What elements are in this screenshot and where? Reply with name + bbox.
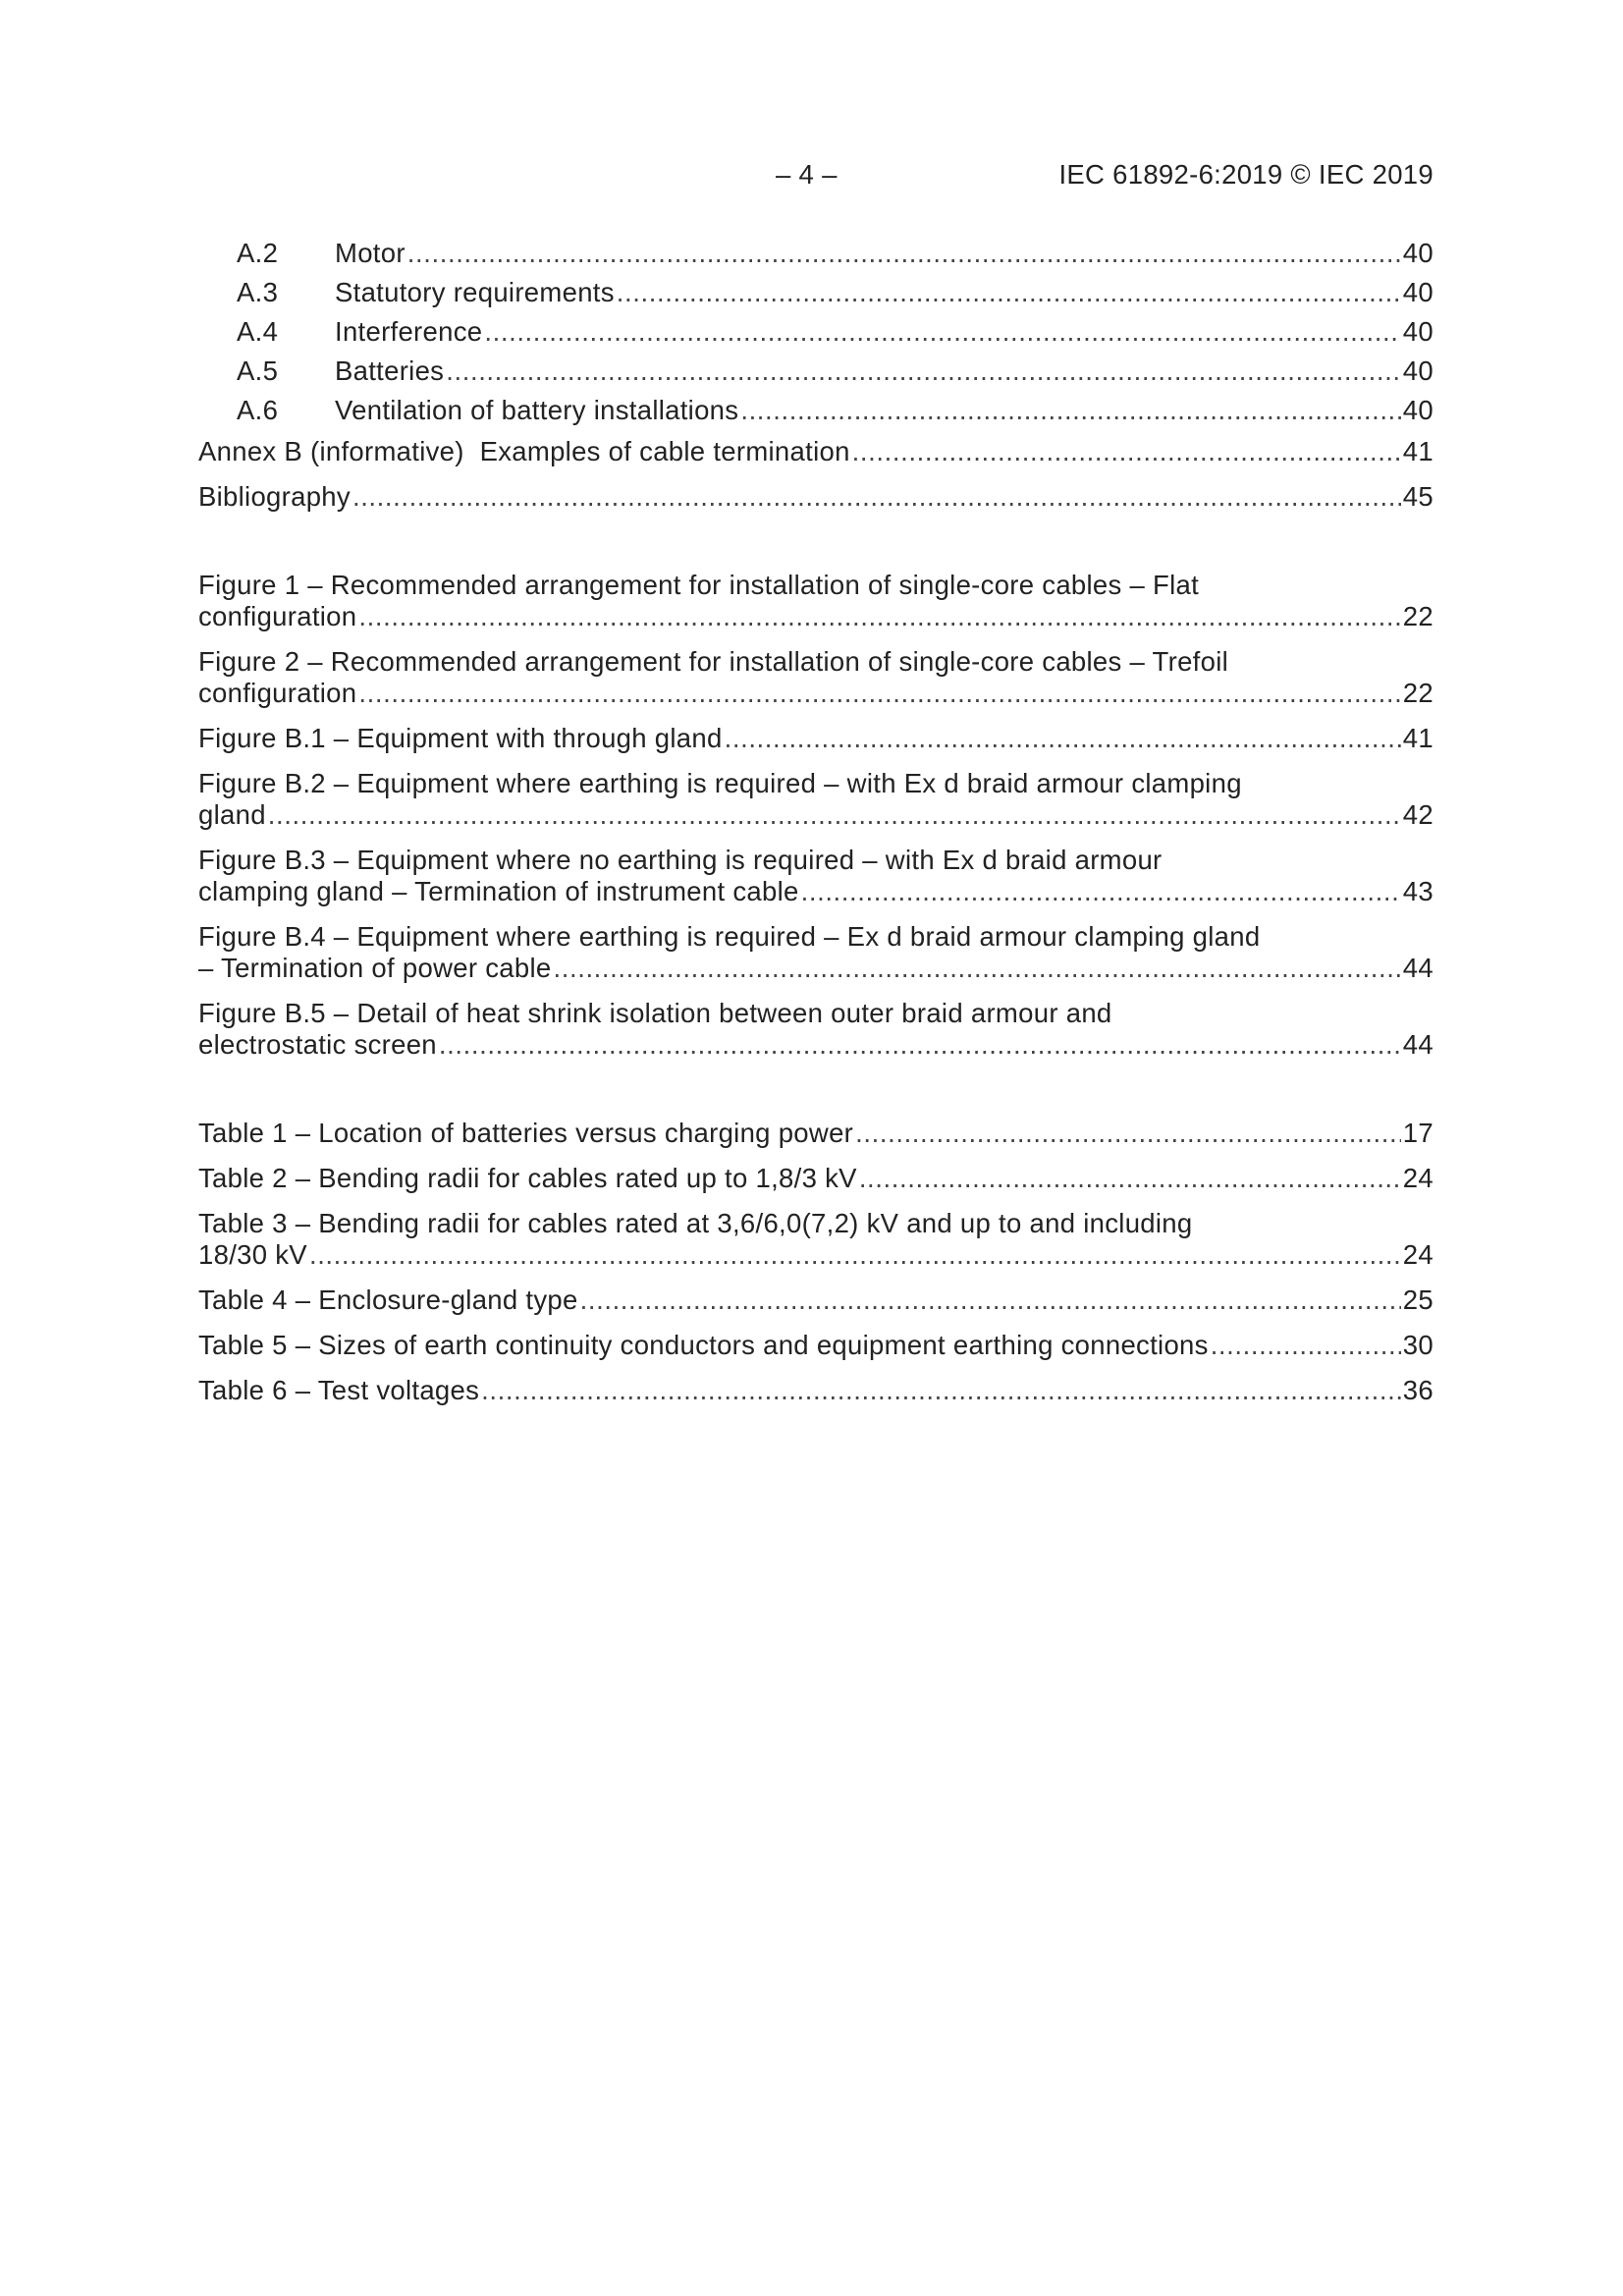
- dot-leader: [580, 1285, 1401, 1316]
- toc-entry-page: 40: [1402, 395, 1434, 425]
- toc-entry-number: A.4: [237, 316, 279, 347]
- figure-entry-page: 22: [1402, 601, 1434, 631]
- toc-entry[interactable]: [198, 273, 1434, 312]
- dot-leader: [740, 391, 1400, 430]
- table-entry-page: 25: [1402, 1285, 1434, 1315]
- toc-entry-number: A.6: [237, 395, 279, 425]
- table-entry[interactable]: [198, 1285, 1434, 1316]
- figure-entry[interactable]: [198, 646, 1434, 709]
- figure-entry-title: Figure 2 – Recommended arrangement for installation of single-core cables – Trefoil: [198, 646, 1229, 677]
- toc-entry[interactable]: [198, 391, 1434, 430]
- list-of-tables: [198, 1118, 1434, 1406]
- figure-entry-title: Figure B.3 – Equipment where no earthing is required – with Ex d braid armour: [198, 845, 1163, 875]
- figure-entry[interactable]: [198, 768, 1434, 831]
- figure-entry-page: 44: [1402, 1029, 1434, 1060]
- figure-entry-title: Figure B.1 – Equipment with through gland: [198, 723, 723, 753]
- figure-entry[interactable]: [198, 723, 1434, 754]
- dot-leader: [484, 312, 1400, 352]
- table-entry-page: 24: [1402, 1239, 1434, 1270]
- table-entry[interactable]: [198, 1118, 1434, 1149]
- toc-entry-page: 40: [1402, 316, 1434, 347]
- toc-entry-bibliography[interactable]: [198, 477, 1434, 517]
- table-entry-title: Table 3 – Bending radii for cables rated at 3,6/6,0(7,2) kV and up to and including: [198, 1208, 1193, 1238]
- toc-entry-title: Batteries: [335, 355, 445, 386]
- figure-entry-title-cont: gland: [198, 799, 266, 830]
- figure-entry[interactable]: [198, 845, 1434, 907]
- toc-entry-page: 40: [1402, 277, 1434, 307]
- dot-leader: [268, 799, 1401, 831]
- figure-entry-page: 41: [1402, 723, 1434, 753]
- figure-entry-title-cont: electrostatic screen: [198, 1029, 437, 1060]
- figure-entry-title-cont: – Termination of power cable: [198, 953, 552, 983]
- figure-entry-title: Figure B.4 – Equipment where earthing is required – Ex d braid armour clamping gland: [198, 921, 1261, 952]
- table-entry-title: Table 5 – Sizes of earth continuity conductors and equipment earthing connections: [198, 1330, 1209, 1360]
- dot-leader: [855, 1118, 1401, 1149]
- dot-leader: [309, 1239, 1401, 1271]
- figure-entry-page: 43: [1402, 876, 1434, 906]
- dot-leader: [553, 953, 1400, 984]
- toc-entry-page: 40: [1402, 355, 1434, 386]
- page-header-standard: IEC 61892-6:2019 © IEC 2019: [1058, 159, 1434, 190]
- toc-entry[interactable]: [198, 312, 1434, 352]
- table-entry-page: 17: [1402, 1118, 1434, 1148]
- dot-leader: [725, 723, 1401, 754]
- figure-entry-title: Figure 1 – Recommended arrangement for installation of single-core cables – Flat: [198, 570, 1200, 600]
- dot-leader: [358, 601, 1400, 632]
- dot-leader: [446, 352, 1401, 391]
- figure-entry[interactable]: [198, 921, 1434, 984]
- toc-entry-page: 45: [1402, 481, 1434, 512]
- dot-leader: [859, 1163, 1401, 1194]
- table-entry-title: Table 4 – Enclosure-gland type: [198, 1285, 578, 1315]
- figure-entry-title: Figure B.2 – Equipment where earthing is required – with Ex d braid armour clamping: [198, 768, 1242, 798]
- table-entry[interactable]: [198, 1330, 1434, 1361]
- dot-leader: [407, 234, 1401, 273]
- page-header-number: – 4 –: [776, 159, 838, 190]
- toc-entry-annex-b[interactable]: [198, 432, 1434, 471]
- dot-leader: [1211, 1330, 1401, 1361]
- table-entry-page: 30: [1402, 1330, 1434, 1360]
- table-entry-title-cont: 18/30 kV: [198, 1239, 307, 1270]
- figure-entry[interactable]: [198, 998, 1434, 1061]
- table-entry[interactable]: [198, 1163, 1434, 1194]
- toc-entry[interactable]: [198, 234, 1434, 273]
- dot-leader: [801, 876, 1401, 907]
- toc-entry-page: 40: [1402, 238, 1434, 268]
- figure-entry-page: 42: [1402, 799, 1434, 830]
- table-entry-title: Table 2 – Bending radii for cables rated up to 1,8/3 kV: [198, 1163, 857, 1193]
- toc-entry-title: Bibliography: [198, 481, 351, 512]
- toc-entry[interactable]: [198, 352, 1434, 391]
- table-entry-page: 36: [1402, 1375, 1434, 1405]
- table-entry[interactable]: [198, 1375, 1434, 1406]
- toc-entry-title: Statutory requirements: [335, 277, 615, 307]
- toc-entry-number: A.3: [237, 277, 279, 307]
- toc-entry-number: A.5: [237, 355, 279, 386]
- figure-entry-title-cont: configuration: [198, 601, 357, 631]
- figure-entry-page: 22: [1402, 678, 1434, 708]
- toc-entry-page: 41: [1402, 436, 1434, 466]
- toc-contents: [198, 234, 1434, 517]
- table-entry-title: Table 1 – Location of batteries versus charging power: [198, 1118, 854, 1148]
- toc-entry-title: Annex B (informative) Examples of cable termination: [198, 436, 850, 466]
- dot-leader: [617, 273, 1401, 312]
- table-entry-title: Table 6 – Test voltages: [198, 1375, 480, 1405]
- figure-entry-title-cont: clamping gland – Termination of instrument cable: [198, 876, 799, 906]
- dot-leader: [852, 432, 1401, 471]
- dot-leader: [358, 678, 1400, 709]
- figure-entry-title: Figure B.5 – Detail of heat shrink isolation between outer braid armour and: [198, 998, 1112, 1028]
- figure-entry[interactable]: [198, 570, 1434, 632]
- table-entry[interactable]: [198, 1208, 1434, 1271]
- table-entry-page: 24: [1402, 1163, 1434, 1193]
- toc-entry-title: Interference: [335, 316, 483, 347]
- dot-leader: [481, 1375, 1401, 1406]
- toc-entry-title: Motor: [335, 238, 406, 268]
- list-of-figures: [198, 570, 1434, 1061]
- figure-entry-page: 44: [1402, 953, 1434, 983]
- toc-entry-title: Ventilation of battery installations: [335, 395, 739, 425]
- toc-entry-number: A.2: [237, 238, 279, 268]
- dot-leader: [352, 477, 1401, 517]
- dot-leader: [439, 1029, 1401, 1061]
- figure-entry-title-cont: configuration: [198, 678, 357, 708]
